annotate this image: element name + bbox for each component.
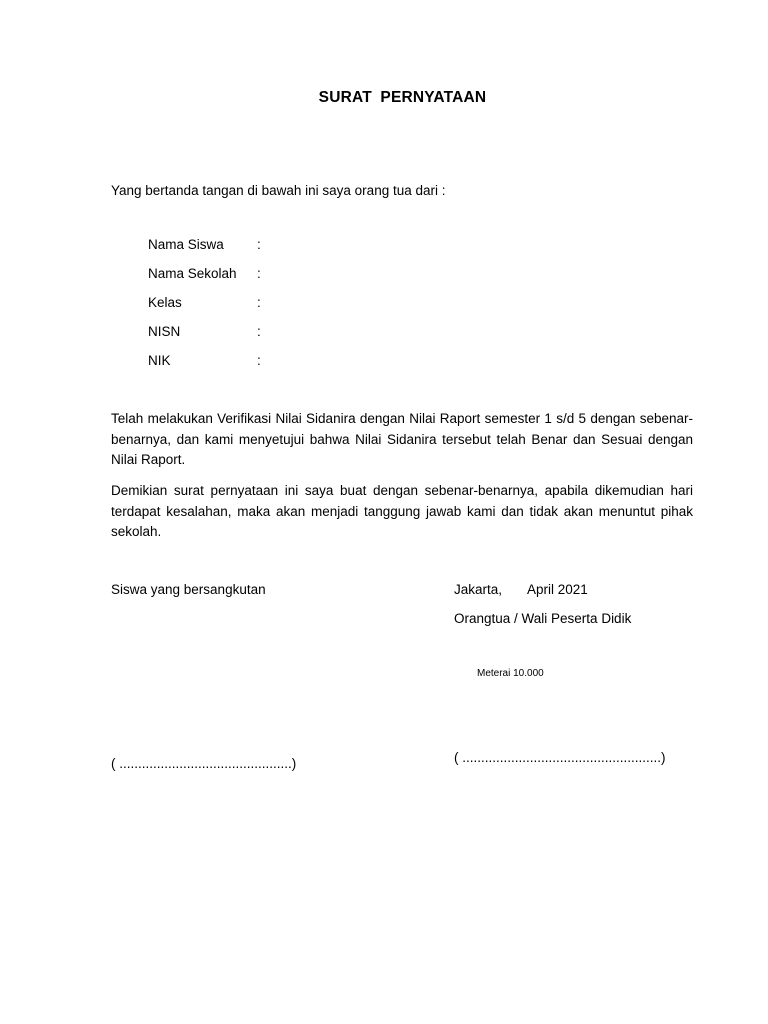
signature-city: Jakarta,	[454, 582, 503, 597]
document-title: SURAT PERNYATAAN	[318, 89, 487, 106]
field-colon: :	[257, 266, 261, 281]
field-colon: :	[257, 353, 261, 368]
signature-date: April 2021	[527, 582, 588, 597]
parent-signature-blank: ( .....................................................)	[454, 750, 666, 765]
stamp-duty-note: Meterai 10.000	[477, 668, 544, 679]
field-row-nama-siswa	[148, 237, 348, 266]
field-label: NISN	[148, 324, 181, 339]
identity-fields	[148, 237, 348, 382]
closing-paragraph: Demikian surat pernyataan ini saya buat dengan sebenar-benarnya, apabila dikemudian hari terdapat kesalahan, maka akan menjadi tanggung jawab kami dan tidak akan menuntut pihak sekolah.	[111, 483, 693, 540]
intro-text: Yang bertanda tangan di bawah ini saya orang tua dari :	[111, 183, 446, 198]
field-label: Nama Sekolah	[148, 266, 237, 281]
field-label: NIK	[148, 353, 171, 368]
student-signature-blank: ( ..............................................)	[111, 756, 297, 771]
field-colon: :	[257, 237, 261, 252]
field-colon: :	[257, 295, 261, 310]
student-signature-label: Siswa yang bersangkutan	[111, 582, 266, 597]
field-row-nisn	[148, 324, 348, 353]
field-row-nama-sekolah	[148, 266, 348, 295]
field-label: Kelas	[148, 295, 182, 310]
field-label: Nama Siswa	[148, 237, 224, 252]
field-row-kelas	[148, 295, 348, 324]
verification-paragraph: Telah melakukan Verifikasi Nilai Sidanira dengan Nilai Raport semester 1 s/d 5 dengan sebenar-benarnya, dan kami menyetujui bahwa Nilai Sidanira tersebut telah Benar dan Sesuai dengan Nilai Raport.	[111, 411, 693, 468]
parent-signature-label: Orangtua / Wali Peserta Didik	[454, 611, 632, 626]
field-row-nik	[148, 353, 348, 382]
field-colon: :	[257, 324, 261, 339]
